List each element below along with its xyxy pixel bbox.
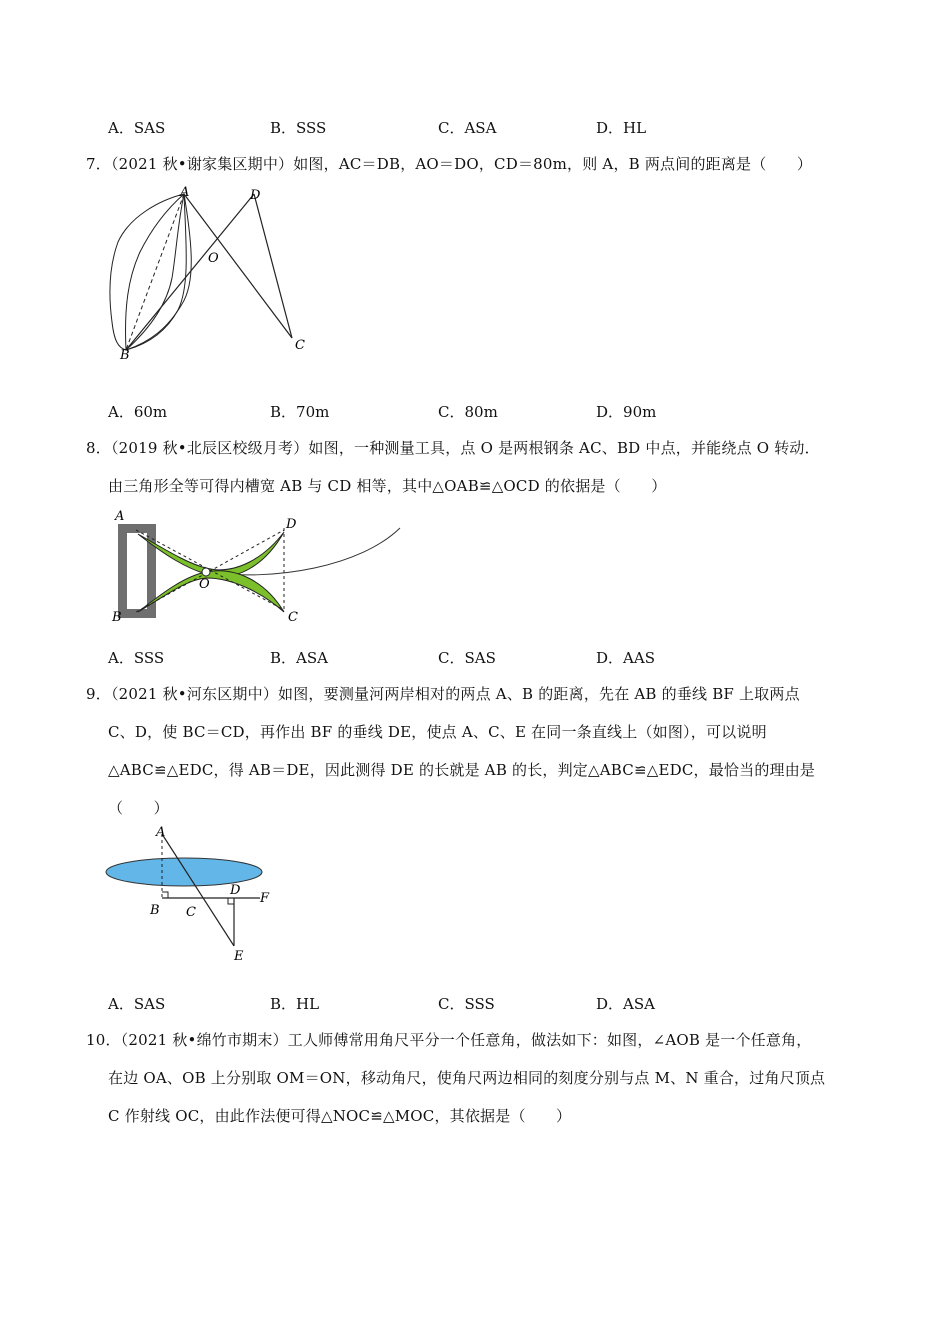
q7-option-b: B．70m bbox=[270, 403, 330, 421]
q9-label-c: C bbox=[186, 905, 196, 920]
q7-segment-db bbox=[126, 194, 254, 350]
q8-figure bbox=[106, 506, 406, 628]
q8-label-o: O bbox=[199, 577, 210, 592]
q8-option-c: C．SAS bbox=[438, 649, 496, 667]
q7-label-o: O bbox=[208, 251, 219, 266]
q9-label-f: F bbox=[260, 891, 270, 906]
q7-segment-ac bbox=[184, 194, 292, 338]
q9-stem-line2: C、D，使 BC＝CD，再作出 BF 的垂线 DE，使点 A、C、E 在同一条直线上（如图），可以说明 bbox=[108, 723, 767, 741]
q7-option-c: C．80m bbox=[438, 403, 498, 421]
q6-option-a: A．SAS bbox=[108, 119, 166, 137]
q7-label-a: A bbox=[180, 185, 190, 200]
q8-label-a: A bbox=[115, 509, 125, 524]
q9-label-a: A bbox=[156, 825, 166, 840]
q8-option-d: D．AAS bbox=[596, 649, 655, 667]
q6-option-d: D．HL bbox=[596, 119, 647, 137]
q9-label-b: B bbox=[150, 903, 160, 918]
q9-stem-line4: （ ） bbox=[108, 799, 169, 817]
q7-segment-dc bbox=[254, 194, 292, 338]
q8-label-b: B bbox=[112, 610, 122, 625]
q9-stem-line3: △ABC≌△EDC，得 AB＝DE，因此测得 DE 的长就是 AB 的长，判定△ABC≌△EDC，最恰当的理由是 bbox=[108, 761, 816, 779]
q9-stem-line1: 9．（2021 秋•河东区期中）如图，要测量河两岸相对的两点 A、B 的距离，先在 AB 的垂线 BF 上取两点 bbox=[86, 685, 800, 703]
q9-option-c: C．SSS bbox=[438, 995, 495, 1013]
q7-figure bbox=[100, 182, 320, 364]
q9-option-d: D．ASA bbox=[596, 995, 655, 1013]
q8-pivot-o bbox=[202, 568, 210, 576]
q6-option-b: B．SSS bbox=[270, 119, 327, 137]
q9-right-angle-d bbox=[228, 898, 234, 904]
q8-label-c: C bbox=[288, 610, 298, 625]
q8-frame-slot bbox=[127, 533, 147, 609]
q9-label-e: E bbox=[234, 949, 244, 964]
q8-stem-line2: 由三角形全等可得内槽宽 AB 与 CD 相等，其中△OAB≌△OCD 的依据是（ ） bbox=[108, 477, 667, 495]
q7-label-b: B bbox=[120, 348, 130, 363]
q7-option-a: A．60m bbox=[108, 403, 168, 421]
q8-option-b: B．ASA bbox=[270, 649, 328, 667]
q9-figure bbox=[100, 824, 290, 970]
q9-option-b: B．HL bbox=[270, 995, 320, 1013]
q7-stem: 7．（2021 秋•谢家集区期中）如图，AC＝DB，AO＝DO，CD＝80m，则 A，B 两点间的距离是（ ） bbox=[86, 155, 813, 173]
q8-option-a: A．SSS bbox=[108, 649, 165, 667]
q9-river bbox=[106, 858, 262, 886]
q7-segment-ab bbox=[126, 194, 184, 350]
q8-label-d: D bbox=[286, 517, 297, 532]
q7-label-c: C bbox=[295, 338, 305, 353]
q9-label-d: D bbox=[230, 883, 241, 898]
q10-stem-line1: 10．（2021 秋•绵竹市期末）工人师傅常用角尺平分一个任意角，做法如下：如图，∠AOB 是一个任意角， bbox=[86, 1031, 812, 1049]
q9-right-angle-b bbox=[162, 892, 168, 898]
q7-option-d: D．90m bbox=[596, 403, 657, 421]
q9-line-ace bbox=[162, 834, 234, 946]
q10-stem-line2: 在边 OA、OB 上分别取 OM＝ON，移动角尺，使角尺两边相同的刻度分别与点 M、N 重合，过角尺顶点 bbox=[108, 1069, 826, 1087]
q7-pond-rim bbox=[126, 194, 191, 350]
q10-stem-line3: C 作射线 OC，由此作法便可得△NOC≌△MOC，其依据是（ ） bbox=[108, 1107, 572, 1125]
q7-label-d: D bbox=[250, 188, 261, 203]
q9-option-a: A．SAS bbox=[108, 995, 166, 1013]
q8-stem-line1: 8．（2019 秋•北辰区校级月考）如图，一种测量工具，点 O 是两根钢条 AC、BD 中点，并能绕点 O 转动． bbox=[86, 439, 820, 457]
q8-steel-bar-ac bbox=[138, 571, 284, 612]
q6-option-c: C．ASA bbox=[438, 119, 497, 137]
